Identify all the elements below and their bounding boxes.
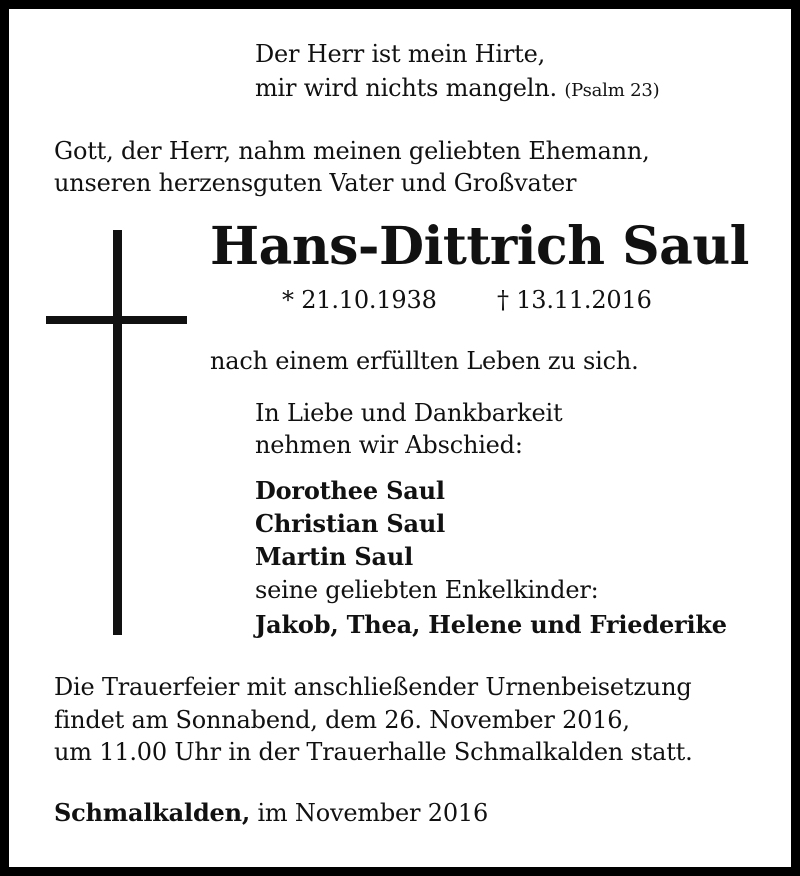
death-date: † 13.11.2016	[497, 286, 652, 314]
mourner-name: Dorothee Saul	[255, 476, 445, 505]
mourner-name: Martin Saul	[255, 542, 414, 571]
psalm-line-2	[255, 73, 659, 106]
psalm-line-1: Der Herr ist mein Hirte,	[255, 40, 545, 68]
footer-place: Schmalkalden,	[54, 798, 251, 827]
footer-line	[54, 797, 488, 829]
psalm-text: mir wird nichts mangeln.	[255, 74, 557, 102]
cross-horizontal	[46, 316, 187, 324]
obituary-card	[9, 9, 791, 867]
intro-line-1: Gott, der Herr, nahm meinen geliebten Ehemann,	[54, 137, 650, 165]
psalm-reference: (Psalm 23)	[564, 80, 660, 101]
birth-date: * 21.10.1938	[282, 286, 437, 314]
footer-date: im November 2016	[257, 799, 489, 827]
intro-line-2: unseren herzensguten Vater und Großvater	[54, 169, 577, 197]
deceased-name: Hans-Dittrich Saul	[210, 216, 749, 277]
grandchildren-label: seine geliebten Enkelkinder:	[255, 576, 599, 604]
ceremony-line-1: Die Trauerfeier mit anschließender Urnenbeisetzung	[54, 673, 692, 701]
farewell-line-2: nehmen wir Abschied:	[255, 431, 523, 459]
closing-line: nach einem erfüllten Leben zu sich.	[210, 347, 639, 375]
grandchildren-names: Jakob, Thea, Helene und Friederike	[255, 610, 727, 639]
ceremony-line-2: findet am Sonnabend, dem 26. November 2016,	[54, 706, 630, 734]
farewell-line-1: In Liebe und Dankbarkeit	[255, 399, 563, 427]
cross-vertical	[113, 230, 122, 635]
ceremony-line-3: um 11.00 Uhr in der Trauerhalle Schmalkalden statt.	[54, 738, 693, 766]
mourner-name: Christian Saul	[255, 509, 446, 538]
